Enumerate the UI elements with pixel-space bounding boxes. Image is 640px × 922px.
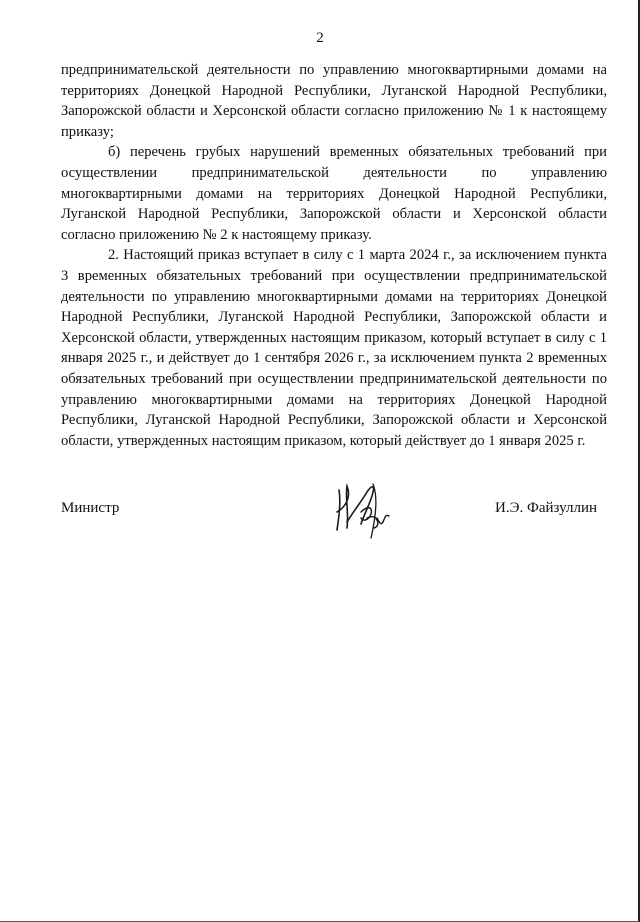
page-number: 2	[316, 30, 324, 46]
paragraph-section-2: 2. Настоящий приказ вступает в силу с 1 марта 2024 г., за исключением пункта 3 временных обязательных требований при осуществлении предпринимательской деятельности по управлению многоквартирными домами на территориях Донецкой Народной Республики, Луганской Народной Республики, Запорожской области и Херсонской области, утвержденных настоящим приказом, который вступает в силу с 1 января 2025 г., и действует до 1 сентября 2026 г., за исключением пункта 2 временных обязательных требований при осуществлении предпринимательской деятельности по управлению многоквартирными домами на территориях Донецкой Народной Республики, Луганской Народной Республики, Запорожской области и Херсонской области, утвержденных настоящим приказом, который действует до 1 января 2025 г.	[61, 247, 607, 449]
paragraph-item-b: б) перечень грубых нарушений временных обязательных требований при осуществлении предпринимательской деятельности по управлению многоквартирными домами на территориях Донецкой Народной Республики, Луганской Народной Республики, Запорожской области и Херсонской области согласно приложению № 2 к настоящему приказу.	[61, 144, 607, 243]
signatory-name: И.Э. Файзуллин	[495, 500, 597, 516]
signatory-title: Министр	[61, 500, 120, 516]
signature-scribble-icon	[327, 472, 397, 544]
paragraph-continuation: предпринимательской деятельности по управлению многоквартирными домами на территориях Донецкой Народной Республики, Луганской Народной Республики, Запорожской области и Херсонской области согласно приложению № 1 к настоящему приказу;	[61, 62, 607, 140]
signature-block	[61, 472, 607, 552]
handwritten-signature	[327, 472, 397, 544]
document-body	[61, 60, 607, 451]
